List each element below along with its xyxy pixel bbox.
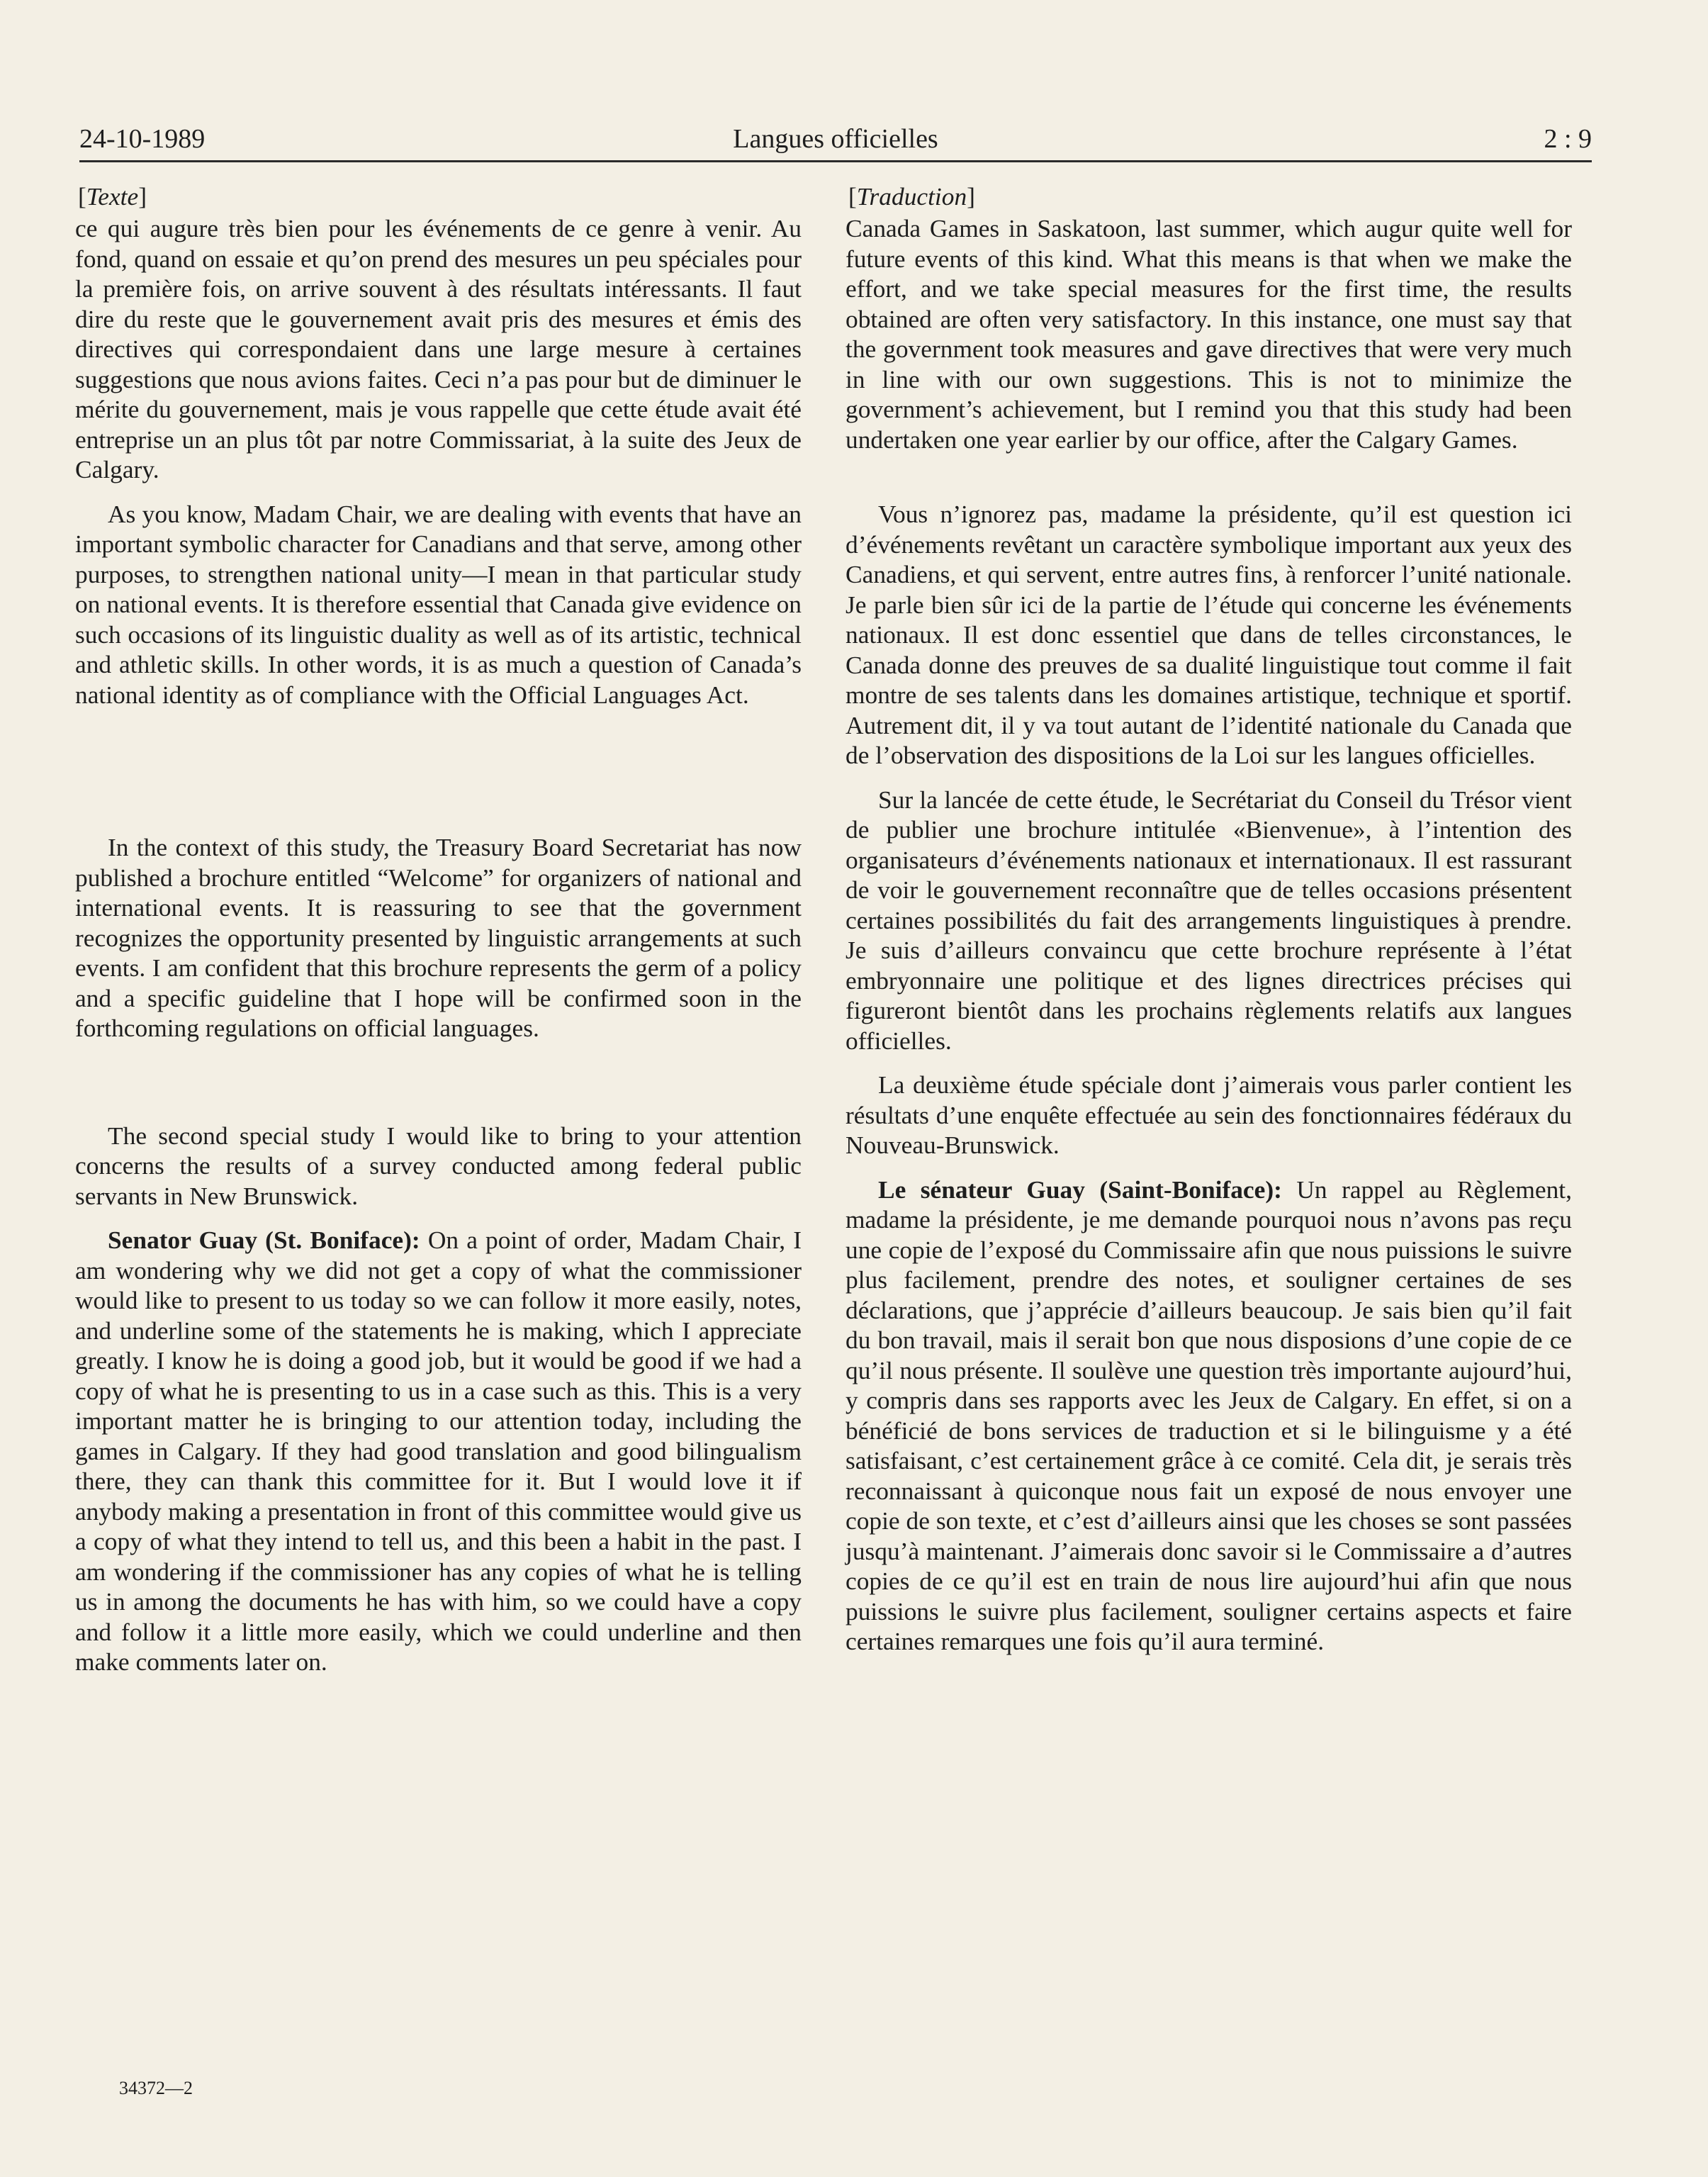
paragraph-2: Vous n’ignorez pas, madame la présidente, qu’il est question ici d’événements revêtant un caractère symbolique important aux yeux des Canadiens, et qui servent, entre autres fins, à renforcer l’unité nationale. Je parle bien sûr ici de la partie de l’étude qui concerne les événements nationaux. Il est donc essentiel que dans de telles circonstances, le Canada donne des preuves de sa dualité linguistique tout comme il fait montre de ses talents dans les domaines artistique, technique et sportif. Autrement dit, il y va tout autant de l’identité nationale du Canada que de l’observation des dispositions de la Loi sur les langues officielles. bbox=[845, 500, 1572, 769]
header-date: 24-10-1989 bbox=[79, 124, 206, 154]
paragraph-4: The second special study I would like to bring to your attention concerns the results of a survey conducted among federal public servants in New Brunswick. bbox=[75, 1121, 802, 1210]
paragraph-1: ce qui augure très bien pour les événements de ce genre à venir. Au fond, quand on essaie et qu’on prend des mesures un peu spéciales pour la première fois, on arrive souvent à des résultats intéressants. Il faut dire du reste que le gouvernement avait pris des mesures et émis des directives qui correspondaient dans une large mesure à certaines suggestions que nous avions faites. Ceci n’a pas pour but de diminuer le mérite du gouvernement, mais je vous rappelle que cette étude avait été entreprise un an plus tôt par notre Commissariat, à la suite des Jeux de Calgary. bbox=[75, 214, 802, 483]
right-column bbox=[845, 181, 1572, 1657]
header-title: Langues officielles bbox=[733, 124, 938, 154]
paragraph-4: La deuxième étude spéciale dont j’aimerais vous parler contient les résultats d’une enquête effectuée au sein des fonctionnaires fédéraux du Nouveau-Brunswick. bbox=[845, 1070, 1572, 1159]
paragraph-3: Sur la lancée de cette étude, le Secrétariat du Conseil du Trésor vient de publier une brochure intitulée «Bienvenue», à l’intention des organisateurs d’événements nationaux et internationaux. Il est rassurant de voir le gouvernement reconnaître que de telles occasions présentent certaines possibilités du fait des arrangements linguistiques à prendre. Je suis d’ailleurs convaincu que cette brochure représente à l’état embryonnaire une politique et des lignes directrices précises qui figureront bientôt dans les prochains règlements relatifs aux langues officielles. bbox=[845, 785, 1572, 1055]
running-header bbox=[79, 119, 1592, 162]
speaker-name: Le sénateur Guay (Saint-Boniface): bbox=[878, 1175, 1282, 1204]
paragraph-2: As you know, Madam Chair, we are dealing with events that have an important symbolic character for Canadians and that serve, among other purposes, to strengthen national unity—I mean in that particular study on national events. It is therefore essential that Canada give evidence on such occasions of its linguistic duality as well as of its artistic, technical and athletic skills. In other words, it is as much a question of Canada’s national identity as of compliance with the Official Languages Act. bbox=[75, 499, 802, 709]
section-tag-texte: [ Texte ] bbox=[78, 181, 802, 213]
paragraph-3: In the context of this study, the Treasury Board Secretariat has now published a brochure entitled “Welcome” for organizers of national and international events. It is reassuring to see that the government recognizes the opportunity presented by linguistic arrangements at such events. I am confident that this brochure represents the germ of a policy and a specific guideline that I hope will be confirmed soon in the forthcoming regulations on official languages. bbox=[75, 833, 802, 1042]
left-column bbox=[75, 181, 802, 1677]
speaker-name: Senator Guay (St. Boniface): bbox=[108, 1226, 420, 1254]
paragraph-1: Canada Games in Saskatoon, last summer, which augur quite well for future events of this kind. What this means is that when we make the effort, and we take special measures for the first time, the results obtained are often very satisfactory. In this instance, one must say that the government took measures and gave directives that were very much in line with our own suggestions. This is not to minimize the government’s achievement, but I remind you that this study had been undertaken one year earlier by our office, after the Calgary Games. bbox=[845, 214, 1572, 454]
section-tag-traduction: [ Traduction ] bbox=[848, 181, 1572, 213]
header-page-number: 2 : 9 bbox=[1544, 124, 1592, 154]
paragraph-5 bbox=[845, 1175, 1572, 1657]
print-code: 34372—2 bbox=[119, 2078, 193, 2098]
paragraph-5 bbox=[75, 1225, 802, 1677]
speaker-text: Un rappel au Règlement, madame la présidente, je me demande pourquoi nous n’avons pas reçu une copie de l’exposé du Commissaire afin que nous puissions le suivre plus facilement, prendre des notes, et souligner certaines de ses déclarations, que j’apprécie d’ailleurs beaucoup. Je sais bien qu’il fait du bon travail, mais il serait bon que nous disposions d’une copie de ce qu’il nous présente. Il soulève une question très importante aujourd’hui, y compris dans ses rapports avec les Jeux de Calgary. En effet, si on a bénéficié de bons services de traduction et si le bilinguisme y a été satisfaisant, c’est certainement grâce à ce comité. Cela dit, je serais très reconnaissant à quiconque nous fait un exposé de nous envoyer une copie de son texte, et c’est d’ailleurs ainsi que les choses se sont passées jusqu’à maintenant. J’aimerais donc savoir si le Commissaire a d’autres copies de ce qu’il est en train de nous lire aujourd’hui afin que nous puissions le suivre plus facilement, souligner certains aspects et faire certaines remarques une fois qu’il aura terminé. bbox=[845, 1175, 1572, 1655]
speaker-text: On a point of order, Madam Chair, I am wondering why we did not get a copy of what the commissioner would like to present to us today so we can follow it more easily, notes, and underline some of the statements he is making, which I appreciate greatly. I know he is doing a good job, but it would be good if we had a copy of what he is presenting to us in a case such as this. This is a very important matter he is bringing to our attention today, including the games in Calgary. If they had good translation and good bilingualism there, they can thank this committee for it. But I would love it if anybody making a presentation in front of this committee would give us a copy of what they intend to tell us, and this been a habit in the past. I am wondering if the commissioner has any copies of what he is telling us in among the documents he has with him, so we could have a copy and follow it a little more easily, which we could underline and then make comments later on. bbox=[75, 1226, 802, 1676]
